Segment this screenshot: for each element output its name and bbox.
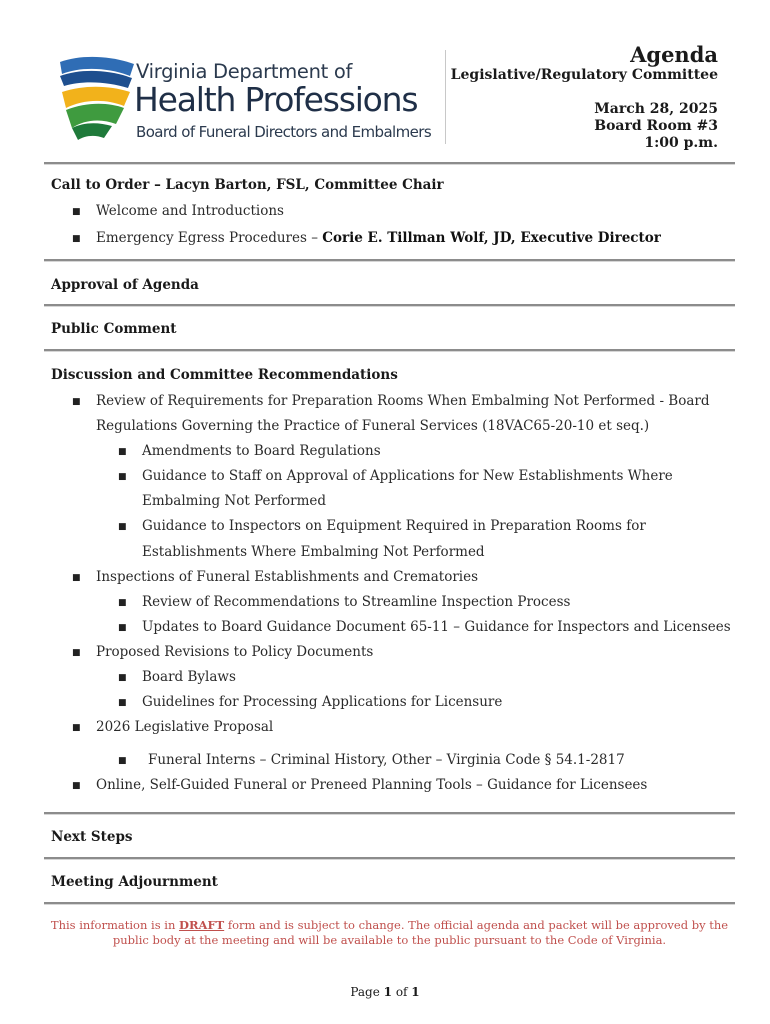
draft-notice-line2: public body at the meeting and will be available to the public pursuant to the Code of Virginia.: [112, 932, 667, 947]
section-approval-of-agenda: Approval of Agenda: [51, 277, 199, 293]
section-divider: [44, 902, 735, 904]
logo-department-line: Virginia Department of: [136, 60, 353, 83]
list-item-review-line2: Regulations Governing the Practice of Funeral Services (18VAC65-20-10 et seq.): [96, 418, 650, 434]
list-item-review-line1: Review of Requirements for Preparation Rooms When Embalming Not Performed - Board: [96, 393, 710, 409]
square-bullet-icon: ■: [72, 573, 81, 583]
sub-item-streamline: Review of Recommendations to Streamline Inspection Process: [142, 594, 571, 610]
page-label: Page: [350, 985, 384, 999]
page-title: Agenda: [630, 42, 718, 67]
list-item-legislative: 2026 Legislative Proposal: [96, 719, 274, 735]
logo-board-name: Board of Funeral Directors and Embalmers: [136, 123, 432, 141]
square-bullet-icon: ■: [118, 623, 127, 633]
sub-item-bylaws: Board Bylaws: [142, 669, 236, 685]
sub-item-guidance-inspectors-line2: Establishments Where Embalming Not Performed: [142, 544, 485, 560]
list-item-policy: Proposed Revisions to Policy Documents: [96, 644, 374, 660]
section-divider: [44, 259, 735, 261]
list-item-inspections: Inspections of Funeral Establishments and Crematories: [96, 569, 479, 585]
sub-item-interns: Funeral Interns – Criminal History, Other – Virginia Code § 54.1-2817: [148, 752, 625, 768]
egress-person: Corie E. Tillman Wolf, JD, Executive Director: [322, 230, 661, 246]
square-bullet-icon: ■: [118, 698, 127, 708]
draft-notice-line1: [44, 918, 735, 933]
section-divider: [44, 304, 735, 306]
square-bullet-icon: ■: [118, 598, 127, 608]
list-item-egress: [96, 230, 661, 246]
draft-notice-pre: This information is in: [50, 918, 180, 932]
square-bullet-icon: ■: [72, 781, 81, 791]
square-bullet-icon: ■: [72, 207, 81, 217]
meeting-time: 1:00 p.m.: [644, 135, 718, 151]
list-item-online: Online, Self-Guided Funeral or Preneed Planning Tools – Guidance for Licensees: [96, 777, 648, 793]
meeting-room: Board Room #3: [594, 118, 718, 134]
section-next-steps: Next Steps: [51, 829, 133, 845]
square-bullet-icon: ■: [72, 234, 81, 244]
square-bullet-icon: ■: [118, 673, 127, 683]
page-current: 1: [383, 985, 392, 999]
sub-item-guidance-document: Updates to Board Guidance Document 65-11 – Guidance for Inspectors and Licensees: [142, 619, 731, 635]
logo-divider: [445, 50, 446, 144]
page-of-label: of: [392, 985, 412, 999]
section-call-to-order: Call to Order – Lacyn Barton, FSL, Committee Chair: [51, 177, 444, 193]
draft-label: DRAFT: [179, 918, 225, 932]
square-bullet-icon: ■: [72, 397, 81, 407]
logo-agency-name: Health Professions: [134, 80, 418, 119]
section-divider: [44, 857, 735, 859]
section-divider: [44, 812, 735, 814]
section-adjournment: Meeting Adjournment: [51, 874, 218, 890]
section-public-comment: Public Comment: [51, 321, 177, 337]
sub-item-guidance-staff-line2: Embalming Not Performed: [142, 493, 326, 509]
section-discussion: Discussion and Committee Recommendations: [51, 367, 398, 383]
draft-notice: [44, 918, 735, 947]
square-bullet-icon: ■: [72, 723, 81, 733]
page-number: [0, 985, 770, 999]
sub-item-guidance-staff-line1: Guidance to Staff on Approval of Applications for New Establishments Where: [142, 468, 673, 484]
sub-item-guidelines: Guidelines for Processing Applications for Licensure: [142, 694, 503, 710]
square-bullet-icon: ■: [72, 648, 81, 658]
section-divider: [44, 162, 735, 164]
square-bullet-icon: ■: [118, 522, 127, 532]
square-bullet-icon: ■: [118, 447, 127, 457]
page-total: 1: [411, 985, 420, 999]
meeting-date: March 28, 2025: [594, 101, 718, 117]
section-divider: [44, 349, 735, 351]
committee-name: Legislative/Regulatory Committee: [450, 67, 718, 83]
sub-item-guidance-inspectors-line1: Guidance to Inspectors on Equipment Required in Preparation Rooms for: [142, 518, 646, 534]
draft-notice-post: form and is subject to change. The official agenda and packet will be approved by the: [224, 918, 729, 932]
egress-prefix: Emergency Egress Procedures –: [96, 230, 323, 246]
square-bullet-icon: ■: [118, 472, 127, 482]
list-item-welcome: Welcome and Introductions: [96, 203, 284, 219]
square-bullet-icon: ■: [118, 756, 127, 766]
sub-item-amendments: Amendments to Board Regulations: [142, 443, 381, 459]
